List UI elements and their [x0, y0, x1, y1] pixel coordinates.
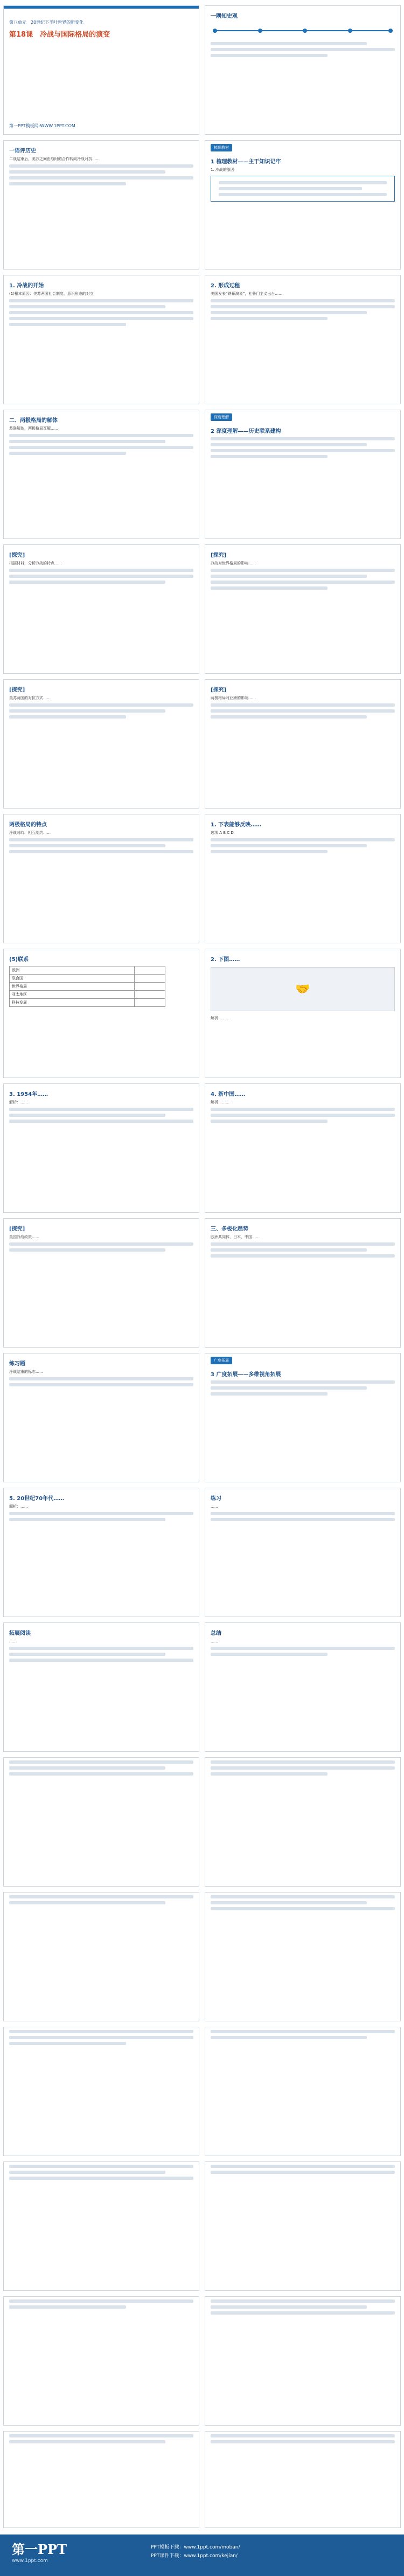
slide: [3, 2431, 199, 2528]
slide: 一语评历史 二战结束后，美苏之间由战时的合作转向冷战对抗……: [3, 140, 199, 270]
handshake-image: 🤝: [211, 967, 395, 1011]
slide: 2. 下图…… 🤝 解析：……: [205, 949, 401, 1078]
slide: 1. 下表能够反映…… 选项 A B C D: [205, 814, 401, 943]
slide: [探究] 美苏两国的对抗方式……: [3, 679, 199, 809]
slide: [探究] 冷战对世界格局的影响……: [205, 544, 401, 674]
slide: [3, 1757, 199, 1887]
slide: 三、多极化趋势 欧洲共同体、日本、中国……: [205, 1218, 401, 1348]
slide: 两极格局的特点 冷战对峙、相互制约……: [3, 814, 199, 943]
slide: 拓展阅读 ……: [3, 1622, 199, 1752]
brand-label: 第一PPT模板网-WWW.1PPT.COM: [9, 123, 75, 128]
timeline: [213, 30, 393, 31]
slide: 深度理解 2 深度理解——历史联系建构: [205, 410, 401, 539]
footer-link[interactable]: PPT课件下载：www.1ppt.com/kejian/: [151, 2553, 238, 2559]
slide: [205, 2431, 401, 2528]
slide: [3, 2161, 199, 2291]
slide: [3, 2296, 199, 2426]
footer-logo: 第一PPT: [12, 2542, 67, 2557]
footer-links: [151, 2543, 240, 2560]
slide: 2. 形成过程 美国发表“铁幕演说”，杜鲁门主义出台……: [205, 275, 401, 404]
slide: 4. 新中国…… 解析：……: [205, 1083, 401, 1213]
slide: [探究] 根据材料，分析冷战的特点……: [3, 544, 199, 674]
slide: [探究] 两极格局对亚洲的影响……: [205, 679, 401, 809]
slide: [205, 1892, 401, 2021]
slide: 5. 20世纪70年代…… 解析：……: [3, 1488, 199, 1617]
slide: 二、两极格局的解体 苏联解体，两极格局瓦解……: [3, 410, 199, 539]
slide: 3. 1954年…… 解析：……: [3, 1083, 199, 1213]
slide: [3, 1892, 199, 2021]
slide: 1. 冷战的开始 (1)根本原因：美苏两国社会制度、意识形态的对立: [3, 275, 199, 404]
slide: [3, 2027, 199, 2156]
slide: 练习 ……: [205, 1488, 401, 1617]
slide: [205, 2296, 401, 2426]
slide: 广度拓展 3 广度拓展——多维视角拓展: [205, 1353, 401, 1482]
slide: [探究] 美国冷战政策……: [3, 1218, 199, 1348]
slide-title: [3, 5, 199, 135]
site-footer: [0, 2534, 404, 2576]
lesson-title: 第18课 冷战与国际格局的演变: [9, 31, 110, 39]
slide: [205, 2161, 401, 2291]
slide: (5)联系 欧洲 联合国 世界格局 亚太地区 科技发展: [3, 949, 199, 1078]
slide-timeline: [205, 5, 401, 135]
unit-title: 第八单元 20世纪下半叶世界的新变化: [9, 20, 84, 25]
slide: 练习题 冷战结束的标志……: [3, 1353, 199, 1482]
slide: 总结 ……: [205, 1622, 401, 1752]
slide: [205, 2027, 401, 2156]
slide: 梳理教材 1 梳理教材——主干知识记牢 1. 冷战的原因: [205, 140, 401, 270]
footer-tagline: www.1ppt.com: [12, 2558, 48, 2564]
summary-table: 欧洲 联合国 世界格局 亚太地区 科技发展: [9, 966, 165, 1007]
slide-title: 一隅知史观: [211, 13, 238, 19]
footer-link[interactable]: PPT模板下载：www.1ppt.com/moban/: [151, 2545, 240, 2550]
slide: [205, 1757, 401, 1887]
